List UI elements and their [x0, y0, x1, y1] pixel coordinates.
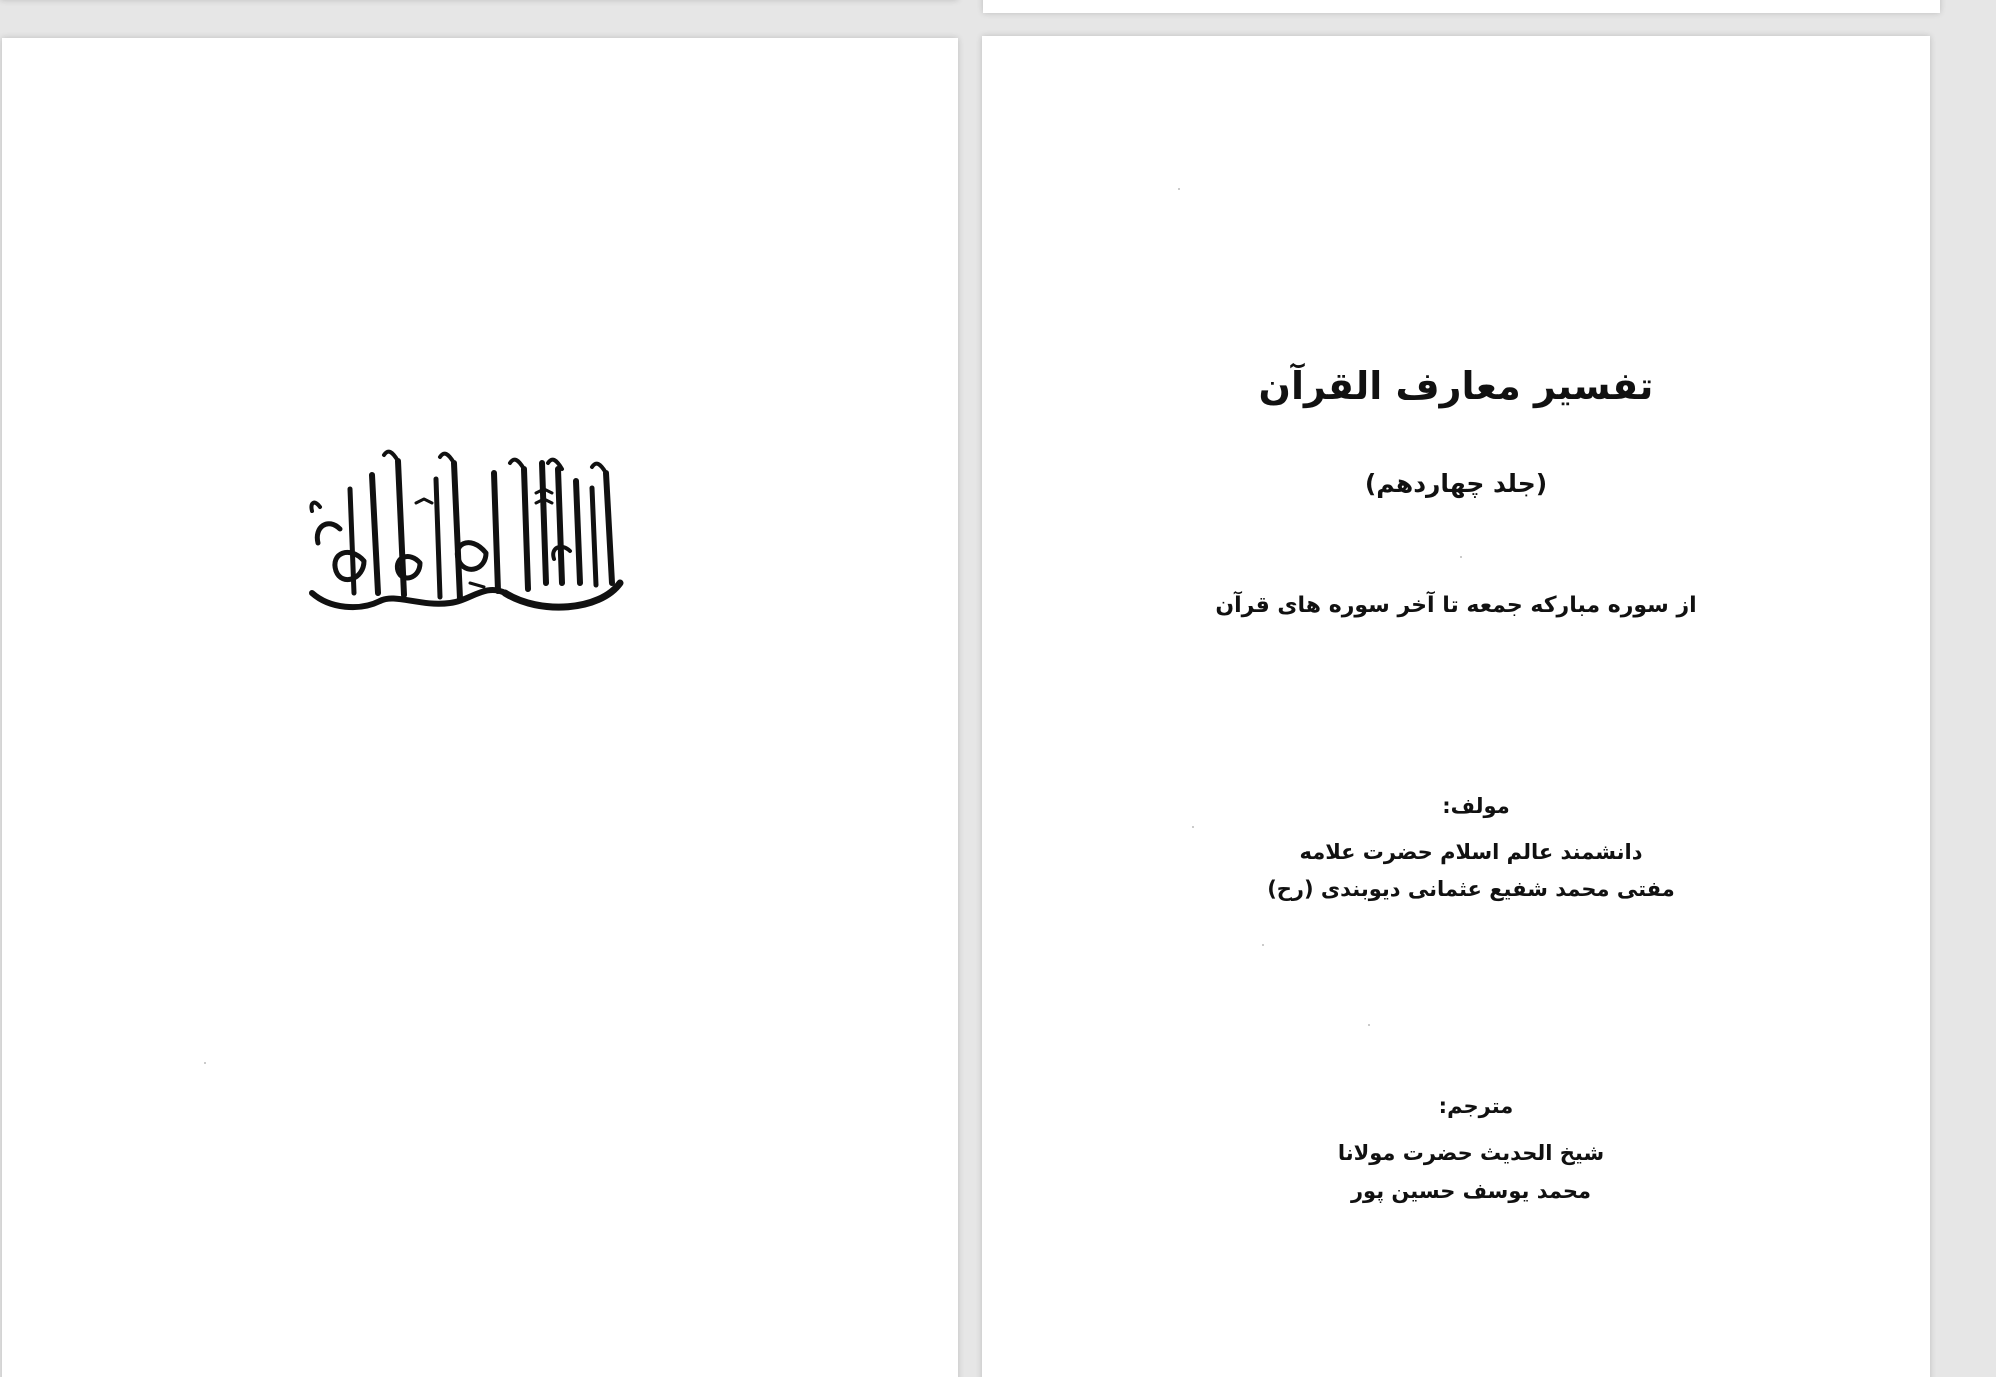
author-label: مولف:	[1442, 794, 1510, 818]
translator-line-2: محمد یوسف حسین پور	[1350, 1179, 1592, 1203]
translator-label: مترجم:	[1438, 1094, 1514, 1118]
scan-speck	[204, 1062, 206, 1064]
page-title-sheet	[982, 36, 1930, 1377]
scan-speck	[1460, 556, 1462, 558]
book-range: از سوره مبارکه جمعه تا آخر سوره های قرآن	[1215, 593, 1697, 618]
scan-speck	[1192, 826, 1194, 828]
book-title: تفسیر معارف القرآن	[1258, 364, 1654, 408]
author-line-2: مفتی محمد شفیع عثمانی دیوبندی (رح)	[1267, 877, 1675, 901]
scan-speck	[1368, 1024, 1370, 1026]
scan-speck	[1262, 944, 1264, 946]
page-bismillah	[2, 38, 958, 1377]
author-line-1: دانشمند عالم اسلام حضرت علامه	[1299, 840, 1643, 864]
book-volume: (جلد چهاردهم)	[1364, 469, 1548, 498]
scan-speck	[1178, 188, 1180, 190]
previous-page-right	[983, 0, 1940, 13]
translator-line-1: شیخ الحدیث حضرت مولانا	[1337, 1141, 1605, 1165]
bismillah-calligraphy	[300, 433, 630, 633]
